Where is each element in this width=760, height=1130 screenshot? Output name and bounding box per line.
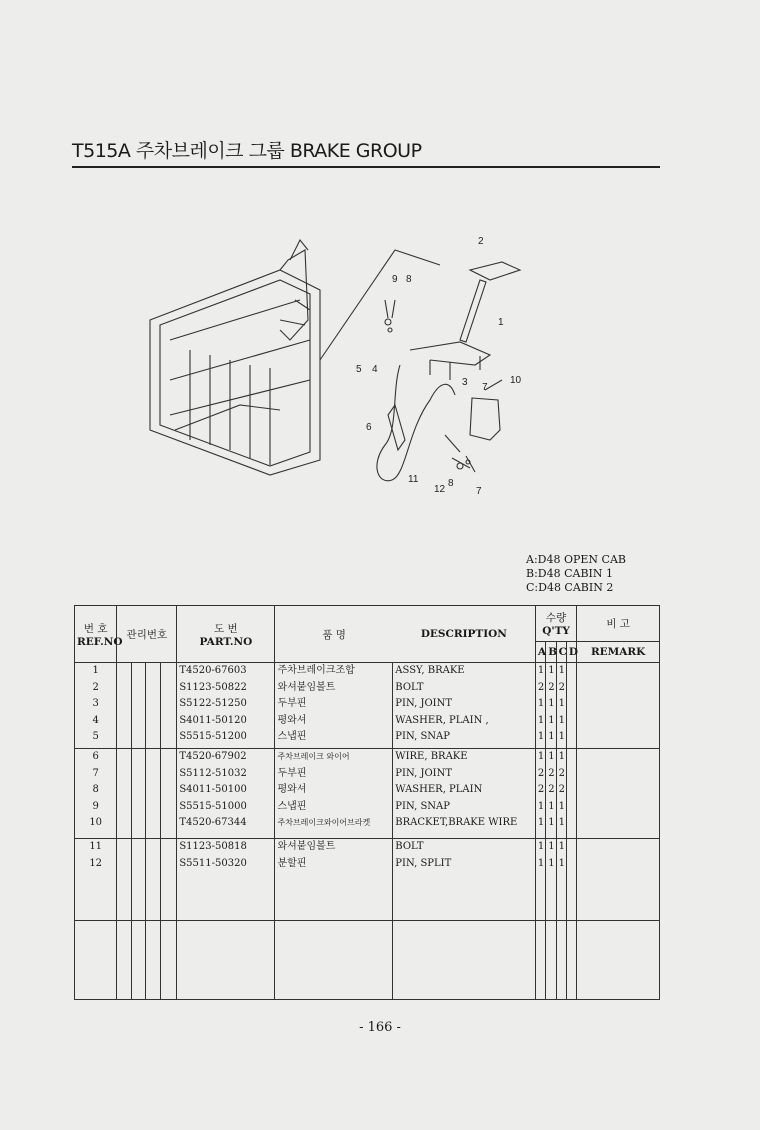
- cell-m4: [160, 749, 177, 839]
- row-c: 1: [558, 817, 565, 829]
- row-c: 2: [558, 767, 565, 779]
- row-a: 1: [537, 698, 545, 710]
- part-group: [75, 749, 660, 839]
- col-c-header: C: [556, 642, 566, 663]
- cell-b: [546, 749, 556, 839]
- cell-name: [275, 839, 393, 921]
- row-rem: [579, 680, 657, 697]
- row-m1: [119, 782, 128, 799]
- cell-d: [566, 839, 576, 921]
- cell-rem: [577, 749, 660, 839]
- row-m1: [119, 799, 128, 816]
- row-name: 스냅핀: [277, 800, 307, 812]
- cell-m1: [117, 839, 131, 921]
- cell-c: [556, 749, 566, 839]
- row-c: 1: [558, 698, 565, 710]
- cell-a: [535, 839, 545, 921]
- row-ref: 8: [92, 784, 99, 796]
- row-m2: [134, 696, 143, 713]
- row-name: 와셔붙임볼트: [277, 841, 336, 853]
- row-m1: [119, 856, 128, 873]
- page-number: - 166 -: [359, 1020, 401, 1035]
- row-name: 분할핀: [277, 857, 307, 869]
- ref-header: 번 호 REF.NO: [75, 606, 117, 663]
- cell-name: [275, 663, 393, 749]
- row-m1: [119, 839, 128, 856]
- row-m1: [119, 696, 128, 713]
- col-d-header: D: [566, 642, 576, 663]
- row-part: T4520-67344: [179, 817, 247, 829]
- brake-assembly-diagram: [130, 230, 550, 500]
- cell-part: [177, 921, 275, 1000]
- row-ref: 2: [92, 681, 99, 693]
- row-a: 1: [537, 751, 545, 763]
- row-d: [569, 799, 574, 816]
- cell-ref: [75, 663, 117, 749]
- row-m4: [163, 696, 175, 713]
- row-m3: [148, 839, 157, 856]
- row-c: 2: [558, 681, 565, 693]
- row-rem: [579, 839, 657, 856]
- cell-desc: [393, 663, 536, 749]
- row-name: 주차브레이크 와이어: [277, 752, 350, 762]
- row-part: S5112-51032: [179, 767, 247, 779]
- callout-4: 4: [372, 364, 378, 375]
- row-b: 2: [548, 767, 555, 779]
- row-m2: [134, 729, 143, 746]
- row-d: [569, 815, 574, 832]
- cell-ref: [75, 749, 117, 839]
- cell-m3: [146, 921, 160, 1000]
- remark-header-ko: 비 고: [577, 606, 660, 642]
- row-b: 1: [548, 751, 555, 763]
- row-m2: [134, 799, 143, 816]
- row-part: S5515-51200: [179, 731, 247, 743]
- cell-m1: [117, 663, 131, 749]
- row-m3: [148, 749, 157, 766]
- row-rem: [579, 696, 657, 713]
- row-name: 주차브레이크조합: [277, 665, 355, 677]
- part-group: [75, 663, 660, 749]
- row-m3: [148, 696, 157, 713]
- cell-part: [177, 839, 275, 921]
- cell-desc: [393, 839, 536, 921]
- cell-m1: [117, 921, 131, 1000]
- row-m3: [148, 713, 157, 730]
- cell-b: [546, 839, 556, 921]
- cell-m3: [146, 749, 160, 839]
- row-d: [569, 749, 574, 766]
- row-desc: PIN, SNAP: [395, 731, 450, 743]
- row-a: 1: [537, 731, 545, 743]
- row-b: 1: [548, 665, 555, 677]
- title-underline: [72, 166, 660, 168]
- cell-c: [556, 663, 566, 749]
- row-a: 2: [537, 784, 545, 796]
- row-desc: ASSY, BRAKE: [395, 665, 465, 677]
- row-a: 2: [537, 681, 545, 693]
- model-c: C:D48 CABIN 2: [526, 581, 614, 594]
- callout-3: 3: [462, 377, 468, 388]
- row-d: [569, 856, 574, 873]
- row-m3: [148, 729, 157, 746]
- row-name: 두부핀: [277, 698, 307, 710]
- row-m4: [163, 839, 175, 856]
- cell-m1: [117, 749, 131, 839]
- callout-9: 9: [392, 274, 398, 285]
- row-ref: 6: [92, 751, 99, 763]
- row-c: 1: [558, 665, 565, 677]
- callout-5: 5: [356, 364, 362, 375]
- row-m4: [163, 749, 175, 766]
- row-m4: [163, 729, 175, 746]
- row-desc: WASHER, PLAIN ,: [395, 714, 489, 726]
- row-desc: PIN, SPLIT: [395, 857, 452, 869]
- row-m3: [148, 766, 157, 783]
- row-ref: 12: [89, 857, 103, 869]
- page-title: T515A 주차브레이크 그룹 BRAKE GROUP: [72, 140, 422, 162]
- cell-ref: [75, 921, 117, 1000]
- row-a: 2: [537, 767, 545, 779]
- row-m1: [119, 729, 128, 746]
- row-m3: [148, 799, 157, 816]
- cell-name: [275, 749, 393, 839]
- row-rem: [579, 766, 657, 783]
- row-part: T4520-67603: [179, 665, 247, 677]
- row-a: 1: [537, 841, 545, 853]
- callout-2: 2: [478, 236, 484, 247]
- callout-11: 11: [408, 474, 419, 485]
- cell-m4: [160, 839, 177, 921]
- row-desc: PIN, SNAP: [395, 800, 450, 812]
- callout-10: 10: [510, 375, 522, 386]
- cell-m3: [146, 663, 160, 749]
- row-b: 1: [548, 800, 555, 812]
- row-part: S5515-51000: [179, 800, 247, 812]
- row-a: 1: [537, 714, 545, 726]
- row-desc: BRACKET,BRAKE WIRE: [395, 817, 518, 829]
- col-b-header: B: [546, 642, 556, 663]
- cell-rem: [577, 921, 660, 1000]
- row-part: S5122-51250: [179, 698, 247, 710]
- row-part: S1123-50818: [179, 841, 247, 853]
- callout-8: 8: [406, 274, 412, 285]
- row-name: 와셔붙임볼트: [277, 681, 336, 693]
- cell-m4: [160, 921, 177, 1000]
- row-a: 1: [537, 665, 545, 677]
- row-rem: [579, 799, 657, 816]
- cell-d: [566, 663, 576, 749]
- cell-m2: [131, 663, 145, 749]
- cell-b: [546, 921, 556, 1000]
- row-b: 1: [548, 714, 555, 726]
- cell-m2: [131, 921, 145, 1000]
- cell-m2: [131, 749, 145, 839]
- row-rem: [579, 856, 657, 873]
- row-part: T4520-67902: [179, 751, 247, 763]
- row-m2: [134, 663, 143, 680]
- row-m4: [163, 782, 175, 799]
- cell-rem: [577, 839, 660, 921]
- row-c: 1: [558, 841, 565, 853]
- row-ref: 7: [92, 767, 99, 779]
- row-m1: [119, 663, 128, 680]
- row-part: S5511-50320: [179, 857, 247, 869]
- remark-header: REMARK: [577, 642, 660, 663]
- cell-a: [535, 921, 545, 1000]
- cell-m3: [146, 839, 160, 921]
- callout-1: 1: [498, 317, 504, 328]
- row-m4: [163, 856, 175, 873]
- row-m4: [163, 663, 175, 680]
- row-rem: [579, 749, 657, 766]
- row-name: 평와셔: [277, 714, 307, 726]
- row-ref: 1: [92, 665, 99, 677]
- model-a: A:D48 OPEN CAB: [526, 553, 626, 566]
- part-group: [75, 921, 660, 1000]
- row-m2: [134, 713, 143, 730]
- row-b: 1: [548, 698, 555, 710]
- row-c: 1: [558, 800, 565, 812]
- row-desc: PIN, JOINT: [395, 698, 453, 710]
- cell-name: [275, 921, 393, 1000]
- row-d: [569, 729, 574, 746]
- row-m3: [148, 663, 157, 680]
- row-desc: WASHER, PLAIN: [395, 784, 483, 796]
- cell-rem: [577, 663, 660, 749]
- row-m3: [148, 815, 157, 832]
- row-d: [569, 696, 574, 713]
- row-ref: 3: [92, 698, 99, 710]
- row-name: 주차브레이크와이어브라켓: [277, 818, 371, 828]
- cell-m4: [160, 663, 177, 749]
- row-m2: [134, 680, 143, 697]
- row-m4: [163, 799, 175, 816]
- row-m1: [119, 766, 128, 783]
- row-b: 1: [548, 841, 555, 853]
- row-m4: [163, 713, 175, 730]
- callout-7: 7: [482, 382, 488, 393]
- parts-table: [74, 605, 660, 1000]
- row-c: 2: [558, 784, 565, 796]
- part-group: [75, 839, 660, 921]
- row-c: 1: [558, 731, 565, 743]
- row-name: 평와셔: [277, 784, 307, 796]
- row-m1: [119, 749, 128, 766]
- row-m2: [134, 839, 143, 856]
- row-desc: BOLT: [395, 681, 424, 693]
- cell-m2: [131, 839, 145, 921]
- row-rem: [579, 729, 657, 746]
- cell-desc: [393, 749, 536, 839]
- row-m2: [134, 749, 143, 766]
- row-c: 1: [558, 714, 565, 726]
- cell-part: [177, 749, 275, 839]
- row-desc: BOLT: [395, 841, 424, 853]
- row-d: [569, 663, 574, 680]
- row-m4: [163, 815, 175, 832]
- qty-header: 수량Q'TY: [535, 606, 576, 642]
- row-desc: WIRE, BRAKE: [395, 751, 468, 763]
- row-ref: 10: [89, 817, 103, 829]
- row-m1: [119, 680, 128, 697]
- row-rem: [579, 815, 657, 832]
- row-ref: 5: [92, 731, 99, 743]
- cell-c: [556, 839, 566, 921]
- row-rem: [579, 713, 657, 730]
- row-m4: [163, 680, 175, 697]
- model-legend: [526, 553, 626, 595]
- callout-12: 12: [434, 484, 446, 495]
- row-ref: 9: [92, 800, 99, 812]
- cell-part: [177, 663, 275, 749]
- model-b: B:D48 CABIN 1: [526, 567, 614, 580]
- row-ref: 11: [89, 841, 103, 853]
- row-m2: [134, 856, 143, 873]
- row-a: 1: [537, 800, 545, 812]
- cell-d: [566, 749, 576, 839]
- cell-desc: [393, 921, 536, 1000]
- cell-d: [566, 921, 576, 1000]
- row-m2: [134, 815, 143, 832]
- row-d: [569, 680, 574, 697]
- row-b: 1: [548, 857, 555, 869]
- row-c: 1: [558, 857, 565, 869]
- cell-ref: [75, 839, 117, 921]
- row-d: [569, 766, 574, 783]
- row-b: 2: [548, 784, 555, 796]
- cell-b: [546, 663, 556, 749]
- callout-7b: 7: [476, 486, 482, 497]
- row-part: S1123-50822: [179, 681, 247, 693]
- callout-8b: 8: [448, 478, 454, 489]
- callout-6: 6: [366, 422, 372, 433]
- cell-a: [535, 749, 545, 839]
- row-d: [569, 713, 574, 730]
- row-desc: PIN, JOINT: [395, 767, 453, 779]
- row-m2: [134, 766, 143, 783]
- row-b: 1: [548, 817, 555, 829]
- row-m1: [119, 713, 128, 730]
- row-d: [569, 782, 574, 799]
- mgmt-header: 관리번호: [117, 606, 177, 663]
- col-a-header: A: [535, 642, 545, 663]
- name-header: 품 명: [275, 606, 393, 663]
- row-a: 1: [537, 817, 545, 829]
- row-name: 스냅핀: [277, 731, 307, 743]
- row-m4: [163, 766, 175, 783]
- row-b: 2: [548, 681, 555, 693]
- row-m3: [148, 680, 157, 697]
- partno-header: 도 번 PART.NO: [177, 606, 275, 663]
- row-m1: [119, 815, 128, 832]
- cell-c: [556, 921, 566, 1000]
- row-rem: [579, 782, 657, 799]
- row-part: S4011-50100: [179, 784, 247, 796]
- row-m3: [148, 782, 157, 799]
- row-m3: [148, 856, 157, 873]
- row-c: 1: [558, 751, 565, 763]
- row-d: [569, 839, 574, 856]
- row-ref: 4: [92, 714, 99, 726]
- row-b: 1: [548, 731, 555, 743]
- row-name: 두부핀: [277, 767, 307, 779]
- row-m2: [134, 782, 143, 799]
- row-part: S4011-50120: [179, 714, 247, 726]
- row-a: 1: [537, 857, 545, 869]
- cell-a: [535, 663, 545, 749]
- row-rem: [579, 663, 657, 680]
- description-header: DESCRIPTION: [393, 606, 536, 663]
